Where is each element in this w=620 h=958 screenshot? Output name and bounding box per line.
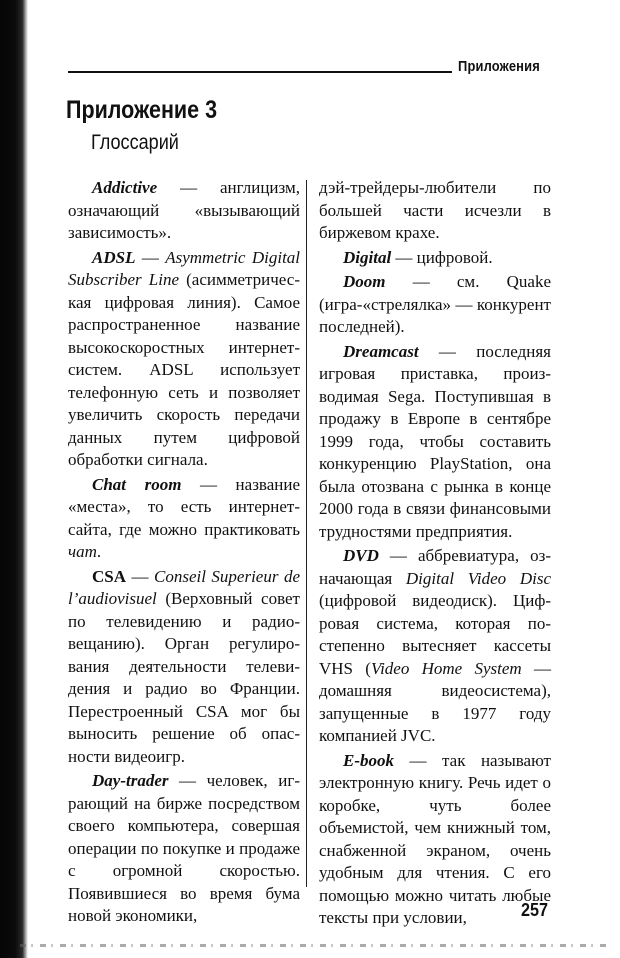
glossary-dash: — (126, 566, 154, 586)
glossary-definition: — аббревиатура, означающая (319, 546, 551, 588)
glossary-term: Doom (343, 272, 386, 291)
glossary-entry-dreamcast (319, 341, 551, 544)
glossary-entry-continuation (319, 177, 551, 245)
glossary-dash: — (135, 247, 166, 267)
glossary-definition: — человек, играющий на бирже посредством своего компьютера, совершая операции по покупке и продаже с огромной скоростью. Появившиеся во время бума новой экономики, (68, 771, 300, 925)
glossary-definition: — см. Quake (игра-«стрелялка» — конкурент последней). (319, 272, 551, 336)
glossary-entry-e-book (319, 750, 551, 930)
running-head: Приложения (458, 58, 540, 75)
glossary-term: E-book (343, 750, 394, 770)
glossary-term: CSA (92, 566, 127, 586)
glossary-term: ADSL (92, 247, 136, 267)
glossary-definition-end: . (96, 542, 102, 561)
glossary-entry-digital (319, 247, 551, 270)
glossary-definition: — последняя игровая приставка, производимая Sega. Поступившая в продажу в Европе в сентябре 1999 года, чтобы составить конкуренцию PlayStation, она была отозвана с рынка в конце 2000 года в связи финансовыми трудностями предприятия. (319, 341, 551, 541)
glossary-entry-chat-room (68, 474, 300, 564)
glossary-term: Digital (343, 247, 392, 267)
glossary-entry-addictive (68, 177, 300, 245)
glossary-expansion: Conseil Superieur de l’audiovisuel (68, 566, 300, 608)
glossary-definition: (Верховный совет по телевидению и радиовещанию). Орган регулирования деятельности телевидения и радио во Франции. Перестроенный CSA мог бы выносить решение об опасности видеоигр. (68, 589, 300, 766)
glossary-definition: — домашняя видеосистема), запущенные в 1977 году компанией JVC. (319, 658, 551, 745)
glossary-column-left (68, 177, 300, 930)
glossary-entry-adsl (68, 247, 300, 472)
glossary-term: Chat room (92, 474, 182, 494)
glossary-term: Dreamcast (343, 341, 419, 361)
glossary-entry-dvd (319, 545, 551, 748)
scan-bottom-noise (20, 944, 610, 947)
glossary-entry-csa (68, 566, 300, 769)
glossary-expansion: Video Home System (370, 658, 522, 678)
glossary-column-right (319, 177, 551, 932)
page-number: 257 (521, 900, 549, 920)
glossary-term: Addictive (92, 178, 158, 197)
glossary-expansion: Asymmetric Digital Subscriber Line (68, 247, 301, 289)
glossary-definition: (асимметрическая цифровая линия). Самое распространенное название высокоскоростных интернет-систем. ADSL использует телефонную сеть и позволяет увеличить скорость передачи данных путем цифровой обработки сигнала. (68, 270, 300, 469)
glossary-definition: дэй-трейдеры-любители по большей части исчезли в биржевом крахе. (319, 178, 551, 242)
glossary-entry-day-trader (68, 770, 300, 928)
glossary-term: Day-trader (92, 771, 169, 790)
glossary-term: DVD (343, 546, 379, 565)
glossary-definition: — англицизм, означающий «вызывающий зависимость». (68, 178, 300, 242)
scan-dark-edge (0, 0, 28, 958)
glossary-definition: — название «места», то есть интернет-сайта, где можно практиковать (68, 474, 300, 539)
header-rule (68, 71, 452, 73)
glossary-definition: — цифровой. (391, 247, 493, 267)
glossary-italic-word: чат (68, 542, 97, 561)
chapter-title: Приложение 3 (66, 96, 218, 124)
column-divider (306, 180, 307, 887)
chapter-subtitle: Глоссарий (91, 131, 179, 154)
glossary-entry-doom (319, 271, 551, 339)
glossary-definition: — так называют электронную книгу. Речь идет о коробке, чуть более объемистой, чем книжный том, снабженной экраном, очень удобным для чтения. С его помощью можно читать любые тексты при условии, (319, 750, 551, 927)
glossary-expansion: Digital Video Disc (405, 568, 551, 588)
glossary-definition: (цифровой видеодиск). Цифровая система, которая постепенно вытесняет кассеты VHS ( (319, 591, 551, 678)
